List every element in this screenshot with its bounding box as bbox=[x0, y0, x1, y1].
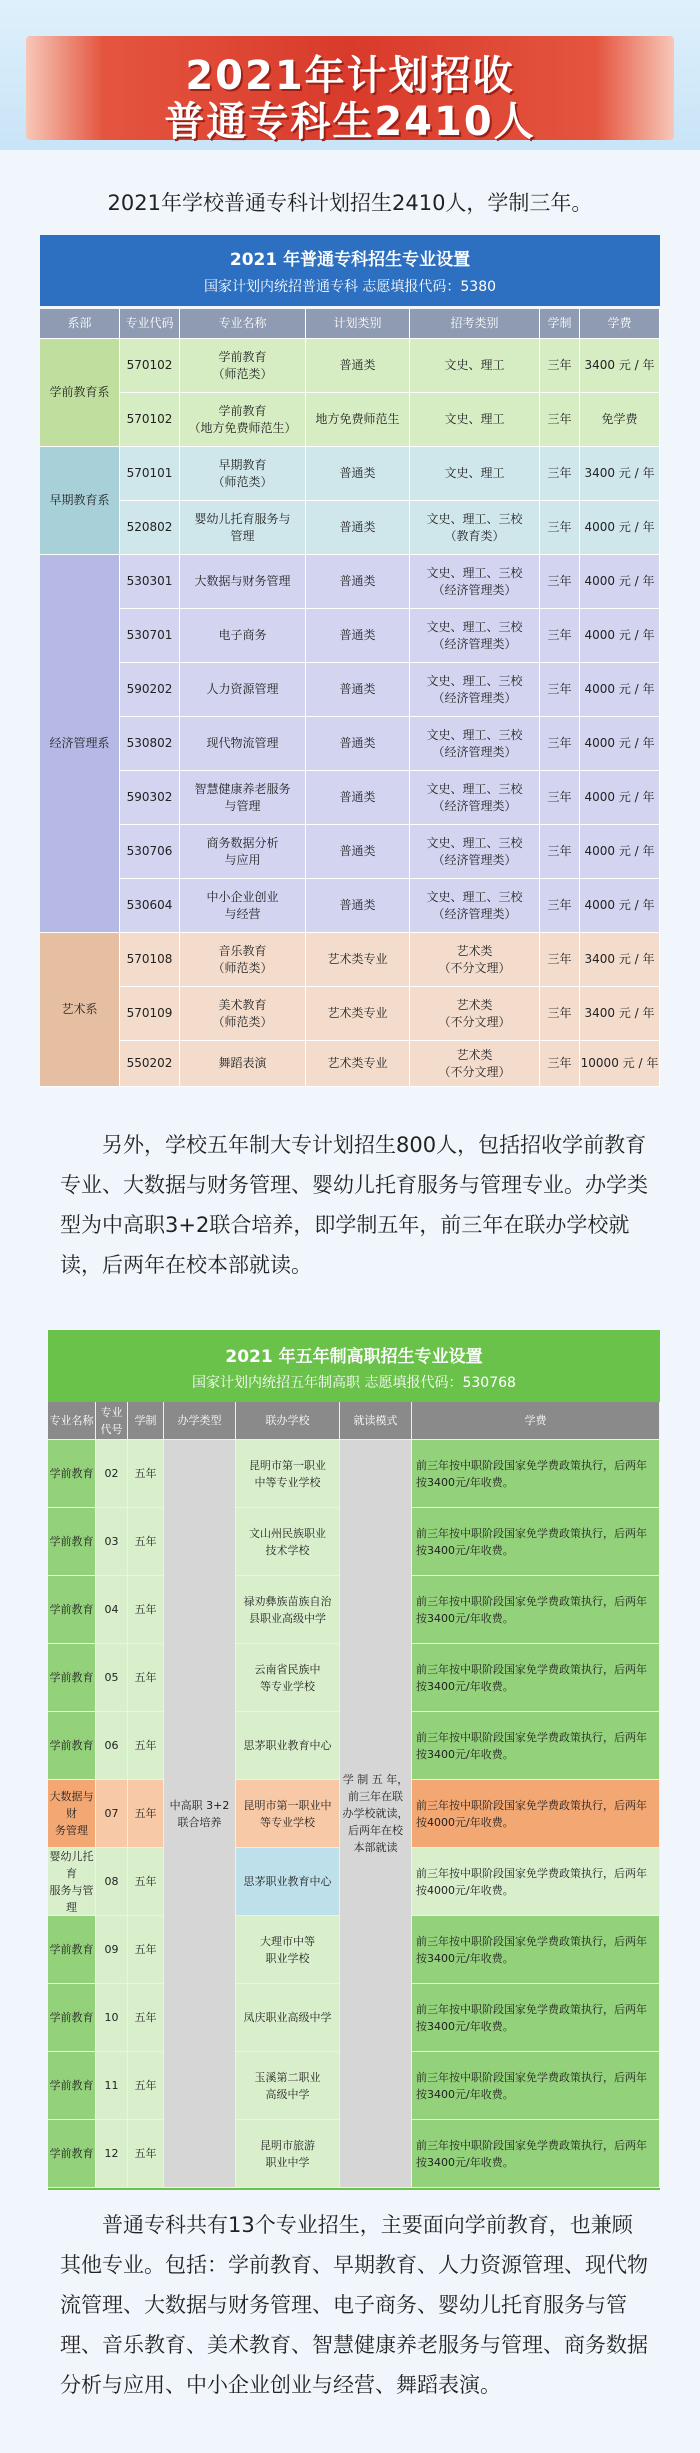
exam-type: 文史、理工 bbox=[410, 339, 540, 393]
header-background bbox=[0, 0, 700, 150]
exam-type: 文史、理工、三校 （经济管理类） bbox=[410, 771, 540, 825]
header-study-mode: 就读模式 bbox=[340, 1402, 412, 1440]
major-code: 570108 bbox=[120, 933, 180, 987]
partner-school: 禄劝彝族苗族自治 县职业高级中学 bbox=[236, 1576, 340, 1644]
major-name: 学前教育 bbox=[48, 1984, 96, 2052]
major-code: 530701 bbox=[120, 609, 180, 663]
table1-grid bbox=[40, 309, 660, 1115]
major-name: 现代物流管理 bbox=[180, 717, 306, 771]
header-tuition: 学费 bbox=[412, 1402, 660, 1440]
school-type-cell: 中高职 3+2 联合培养 bbox=[164, 1440, 236, 2188]
tuition-fee: 前三年按中职阶段国家免学费政策执行，后两年按3400元/年收费。 bbox=[412, 1644, 660, 1712]
major-name: 美术教育 （师范类） bbox=[180, 987, 306, 1041]
study-years: 五年 bbox=[128, 1576, 164, 1644]
partner-school: 大理市中等 职业学校 bbox=[236, 1916, 340, 1984]
tuition-fee: 4000 元 / 年 bbox=[580, 663, 660, 717]
regular-program-table bbox=[40, 235, 660, 1115]
major-name: 商务数据分析 与应用 bbox=[180, 825, 306, 879]
major-code: 09 bbox=[96, 1916, 128, 1984]
major-code: 05 bbox=[96, 1644, 128, 1712]
study-years: 三年 bbox=[540, 987, 580, 1041]
tuition-fee: 前三年按中职阶段国家免学费政策执行，后两年按3400元/年收费。 bbox=[412, 1576, 660, 1644]
study-years: 三年 bbox=[540, 555, 580, 609]
tuition-fee: 3400 元 / 年 bbox=[580, 447, 660, 501]
table2-grid bbox=[48, 1402, 660, 2190]
intro-paragraph-3 bbox=[60, 2205, 650, 2405]
header-major-code: 专业 代号 bbox=[96, 1402, 128, 1440]
study-years: 三年 bbox=[540, 1041, 580, 1087]
banner-title-line1: 2021年计划招收 bbox=[185, 53, 515, 99]
header-department: 系部 bbox=[40, 309, 120, 339]
header-school-type: 办学类型 bbox=[164, 1402, 236, 1440]
major-code: 03 bbox=[96, 1508, 128, 1576]
study-years: 三年 bbox=[540, 771, 580, 825]
study-years: 五年 bbox=[128, 2052, 164, 2120]
tuition-fee: 前三年按中职阶段国家免学费政策执行，后两年按3400元/年收费。 bbox=[412, 1712, 660, 1780]
tuition-fee: 4000 元 / 年 bbox=[580, 609, 660, 663]
plan-type: 普通类 bbox=[306, 717, 410, 771]
header-major: 专业名称 bbox=[48, 1402, 96, 1440]
exam-type: 文史、理工、三校 （经济管理类） bbox=[410, 663, 540, 717]
plan-type: 普通类 bbox=[306, 879, 410, 933]
study-years: 五年 bbox=[128, 1848, 164, 1916]
major-name: 学前教育 bbox=[48, 1916, 96, 1984]
major-name: 学前教育 bbox=[48, 1440, 96, 1508]
study-years: 五年 bbox=[128, 2120, 164, 2188]
tuition-fee: 3400 元 / 年 bbox=[580, 339, 660, 393]
major-name: 人力资源管理 bbox=[180, 663, 306, 717]
partner-school: 凤庆职业高级中学 bbox=[236, 1984, 340, 2052]
major-name: 电子商务 bbox=[180, 609, 306, 663]
intro-paragraph-1: 2021年学校普通专科计划招生2410人，学制三年。 bbox=[107, 191, 593, 215]
header-plan: 计划类别 bbox=[306, 309, 410, 339]
study-years: 三年 bbox=[540, 879, 580, 933]
exam-type: 文史、理工、三校 （经济管理类） bbox=[410, 825, 540, 879]
table1-title: 2021 年普通专科招生专业设置 bbox=[229, 250, 471, 270]
partner-school: 云南省民族中 等专业学校 bbox=[236, 1644, 340, 1712]
major-name: 智慧健康养老服务 与管理 bbox=[180, 771, 306, 825]
tuition-fee: 4000 元 / 年 bbox=[580, 879, 660, 933]
major-code: 12 bbox=[96, 2120, 128, 2188]
tuition-fee: 4000 元 / 年 bbox=[580, 501, 660, 555]
major-code: 530604 bbox=[120, 879, 180, 933]
exam-type: 艺术类 （不分文理） bbox=[410, 933, 540, 987]
title-banner bbox=[26, 36, 674, 145]
major-code: 08 bbox=[96, 1848, 128, 1916]
major-code: 06 bbox=[96, 1712, 128, 1780]
partner-school: 昆明市第一职业中 等专业学校 bbox=[236, 1780, 340, 1848]
banner-title-line2: 普通专科生2410人 bbox=[164, 99, 536, 145]
tuition-fee: 4000 元 / 年 bbox=[580, 717, 660, 771]
major-name: 学前教育 （师范类） bbox=[180, 339, 306, 393]
plan-type: 艺术类专业 bbox=[306, 1041, 410, 1087]
major-code: 570102 bbox=[120, 339, 180, 393]
major-name: 早期教育 （师范类） bbox=[180, 447, 306, 501]
exam-type: 艺术类 （不分文理） bbox=[410, 1041, 540, 1087]
study-years: 三年 bbox=[540, 339, 580, 393]
header-partner-school: 联办学校 bbox=[236, 1402, 340, 1440]
tuition-fee: 前三年按中职阶段国家免学费政策执行，后两年按3400元/年收费。 bbox=[412, 1508, 660, 1576]
study-years: 五年 bbox=[128, 1712, 164, 1780]
exam-type: 文史、理工、三校 （经济管理类） bbox=[410, 555, 540, 609]
tuition-fee: 前三年按中职阶段国家免学费政策执行，后两年按3400元/年收费。 bbox=[412, 2052, 660, 2120]
exam-type: 文史、理工、三校 （教育类） bbox=[410, 501, 540, 555]
exam-type: 文史、理工 bbox=[410, 447, 540, 501]
tuition-fee: 免学费 bbox=[580, 393, 660, 447]
major-name: 学前教育 （地方免费师范生） bbox=[180, 393, 306, 447]
tuition-fee: 3400 元 / 年 bbox=[580, 987, 660, 1041]
five-year-program-table bbox=[48, 1330, 660, 2190]
tuition-fee: 前三年按中职阶段国家免学费政策执行，后两年按3400元/年收费。 bbox=[412, 1984, 660, 2052]
department-cell: 经济管理系 bbox=[40, 555, 120, 933]
exam-type: 文史、理工、三校 （经济管理类） bbox=[410, 879, 540, 933]
plan-type: 普通类 bbox=[306, 339, 410, 393]
tuition-fee: 4000 元 / 年 bbox=[580, 771, 660, 825]
header-exam: 招考类别 bbox=[410, 309, 540, 339]
tuition-fee: 前三年按中职阶段国家免学费政策执行，后两年按3400元/年收费。 bbox=[412, 1440, 660, 1508]
study-years: 五年 bbox=[128, 1780, 164, 1848]
study-mode-cell: 学 制 五 年， 前三年在联 办学校就读， 后两年在校 本部就读 bbox=[340, 1440, 412, 2188]
plan-type: 艺术类专业 bbox=[306, 933, 410, 987]
major-code: 570101 bbox=[120, 447, 180, 501]
plan-type: 普通类 bbox=[306, 771, 410, 825]
study-years: 三年 bbox=[540, 933, 580, 987]
header-code: 专业代码 bbox=[120, 309, 180, 339]
major-name: 中小企业创业 与经营 bbox=[180, 879, 306, 933]
major-code: 590202 bbox=[120, 663, 180, 717]
major-code: 10 bbox=[96, 1984, 128, 2052]
major-name: 学前教育 bbox=[48, 2052, 96, 2120]
study-years: 三年 bbox=[540, 663, 580, 717]
study-years: 五年 bbox=[128, 1984, 164, 2052]
table1-subtitle: 国家计划内统招普通专科 志愿填报代码：5380 bbox=[203, 279, 497, 295]
plan-type: 艺术类专业 bbox=[306, 987, 410, 1041]
plan-type: 普通类 bbox=[306, 609, 410, 663]
major-name: 学前教育 bbox=[48, 1712, 96, 1780]
study-years: 三年 bbox=[540, 447, 580, 501]
major-code: 530706 bbox=[120, 825, 180, 879]
partner-school: 昆明市旅游 职业中学 bbox=[236, 2120, 340, 2188]
table2-title: 2021 年五年制高职招生专业设置 bbox=[225, 1347, 483, 1367]
header-years: 学制 bbox=[540, 309, 580, 339]
table2-subtitle: 国家计划内统招五年制高职 志愿填报代码：530768 bbox=[192, 1375, 516, 1391]
partner-school: 文山州民族职业 技术学校 bbox=[236, 1508, 340, 1576]
study-years: 五年 bbox=[128, 1644, 164, 1712]
tuition-fee: 3400 元 / 年 bbox=[580, 933, 660, 987]
major-name: 学前教育 bbox=[48, 2120, 96, 2188]
tuition-fee: 10000 元 / 年 bbox=[580, 1041, 660, 1087]
major-name: 学前教育 bbox=[48, 1576, 96, 1644]
major-name: 音乐教育 （师范类） bbox=[180, 933, 306, 987]
tuition-fee: 4000 元 / 年 bbox=[580, 555, 660, 609]
study-years: 三年 bbox=[540, 825, 580, 879]
header-years: 学制 bbox=[128, 1402, 164, 1440]
major-name: 学前教育 bbox=[48, 1508, 96, 1576]
study-years: 五年 bbox=[128, 1916, 164, 1984]
tuition-fee: 前三年按中职阶段国家免学费政策执行，后两年按4000元/年收费。 bbox=[412, 1780, 660, 1848]
tuition-fee: 4000 元 / 年 bbox=[580, 825, 660, 879]
study-years: 三年 bbox=[540, 717, 580, 771]
major-code: 550202 bbox=[120, 1041, 180, 1087]
header-fee: 学费 bbox=[580, 309, 660, 339]
major-code: 04 bbox=[96, 1576, 128, 1644]
intro-paragraph-2 bbox=[60, 1125, 650, 1285]
major-code: 520802 bbox=[120, 501, 180, 555]
intro-paragraph-3-text: 普通专科共有13个专业招生，主要面向学前教育，也兼顾其他专业。包括：学前教育、早期教育、人力资源管理、现代物流管理、大数据与财务管理、电子商务、婴幼儿托育服务与管理、音乐教育、美术教育、智慧健康养老服务与管理、商务数据分析与应用、中小企业创业与经营、舞蹈表演。 bbox=[60, 2213, 648, 2397]
plan-type: 普通类 bbox=[306, 663, 410, 717]
major-name: 舞蹈表演 bbox=[180, 1041, 306, 1087]
plan-type: 普通类 bbox=[306, 825, 410, 879]
major-code: 07 bbox=[96, 1780, 128, 1848]
major-code: 570102 bbox=[120, 393, 180, 447]
major-code: 11 bbox=[96, 2052, 128, 2120]
header-name: 专业名称 bbox=[180, 309, 306, 339]
exam-type: 文史、理工、三校 （经济管理类） bbox=[410, 609, 540, 663]
exam-type: 文史、理工、三校 （经济管理类） bbox=[410, 717, 540, 771]
major-name: 学前教育 bbox=[48, 1644, 96, 1712]
major-code: 02 bbox=[96, 1440, 128, 1508]
partner-school: 思茅职业教育中心 bbox=[236, 1712, 340, 1780]
partner-school: 思茅职业教育中心 bbox=[236, 1848, 340, 1916]
study-years: 五年 bbox=[128, 1440, 164, 1508]
plan-type: 普通类 bbox=[306, 447, 410, 501]
plan-type: 地方免费师范生 bbox=[306, 393, 410, 447]
intro-paragraph-2-text: 另外，学校五年制大专计划招生800人，包括招收学前教育专业、大数据与财务管理、婴幼儿托育服务与管理专业。办学类型为中高职3+2联合培养，即学制五年，前三年在联办学校就读，后两年在校本部就读。 bbox=[60, 1133, 648, 1277]
tuition-fee: 前三年按中职阶段国家免学费政策执行，后两年按4000元/年收费。 bbox=[412, 1848, 660, 1916]
department-cell: 学前教育系 bbox=[40, 339, 120, 447]
study-years: 三年 bbox=[540, 393, 580, 447]
plan-type: 普通类 bbox=[306, 501, 410, 555]
table2-header bbox=[48, 1330, 660, 1402]
major-code: 530802 bbox=[120, 717, 180, 771]
table1-header bbox=[40, 235, 660, 306]
major-name: 婴幼儿托育服务与 管理 bbox=[180, 501, 306, 555]
plan-type: 普通类 bbox=[306, 555, 410, 609]
tuition-fee: 前三年按中职阶段国家免学费政策执行，后两年按3400元/年收费。 bbox=[412, 1916, 660, 1984]
partner-school: 玉溪第二职业 高级中学 bbox=[236, 2052, 340, 2120]
major-name: 婴幼儿托育 服务与管理 bbox=[48, 1848, 96, 1916]
major-code: 530301 bbox=[120, 555, 180, 609]
major-code: 570109 bbox=[120, 987, 180, 1041]
department-cell: 艺术系 bbox=[40, 933, 120, 1087]
major-code: 590302 bbox=[120, 771, 180, 825]
partner-school: 昆明市第一职业 中等专业学校 bbox=[236, 1440, 340, 1508]
study-years: 三年 bbox=[540, 609, 580, 663]
study-years: 三年 bbox=[540, 501, 580, 555]
exam-type: 艺术类 （不分文理） bbox=[410, 987, 540, 1041]
tuition-fee: 前三年按中职阶段国家免学费政策执行，后两年按3400元/年收费。 bbox=[412, 2120, 660, 2188]
major-name: 大数据与财 务管理 bbox=[48, 1780, 96, 1848]
study-years: 五年 bbox=[128, 1508, 164, 1576]
department-cell: 早期教育系 bbox=[40, 447, 120, 555]
exam-type: 文史、理工 bbox=[410, 393, 540, 447]
major-name: 大数据与财务管理 bbox=[180, 555, 306, 609]
